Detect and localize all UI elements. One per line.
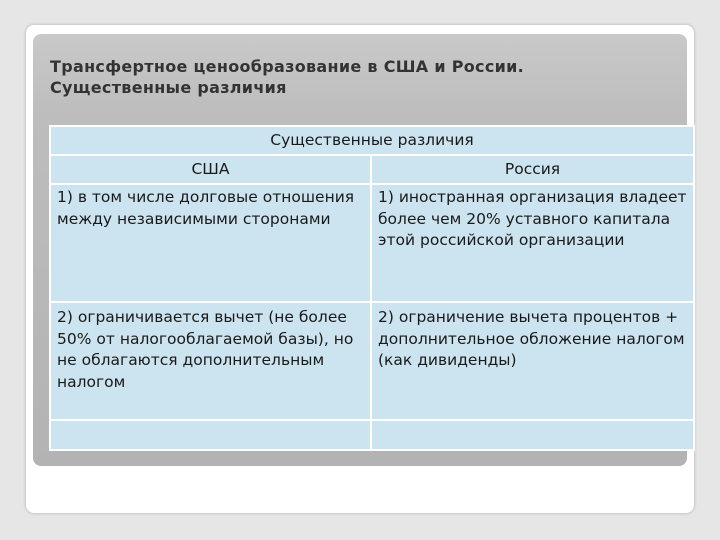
slide — [26, 25, 694, 513]
table-cell-russia: 2) ограничение вычета процентов + дополнительное обложение налогом (как дивиденды) — [371, 302, 694, 420]
table-cell-usa — [50, 420, 371, 450]
table-header: Существенные различия — [50, 126, 694, 155]
column-header-usa: США — [50, 155, 371, 184]
table-cell-usa: 1) в том числе долговые отношения между независимыми сторонами — [50, 184, 371, 302]
slide-title-line-1: Трансфертное ценообразование в США и России. — [50, 57, 525, 76]
table-cell-usa: 2) ограничивается вычет (не более 50% от налогооблагаемой базы), но не облагаются дополнительным налогом — [50, 302, 371, 420]
table-cell-russia — [371, 420, 694, 450]
table-row — [50, 184, 694, 302]
table-row — [50, 420, 694, 450]
comparison-table — [49, 125, 695, 451]
title-panel — [33, 34, 687, 466]
table-cell-russia: 1) иностранная организация владеет более чем 20% уставного капитала этой российской организации — [371, 184, 694, 302]
column-header-russia: Россия — [371, 155, 694, 184]
slide-title — [50, 56, 670, 98]
slide-title-line-2: Существенные различия — [50, 78, 287, 97]
table-row — [50, 302, 694, 420]
